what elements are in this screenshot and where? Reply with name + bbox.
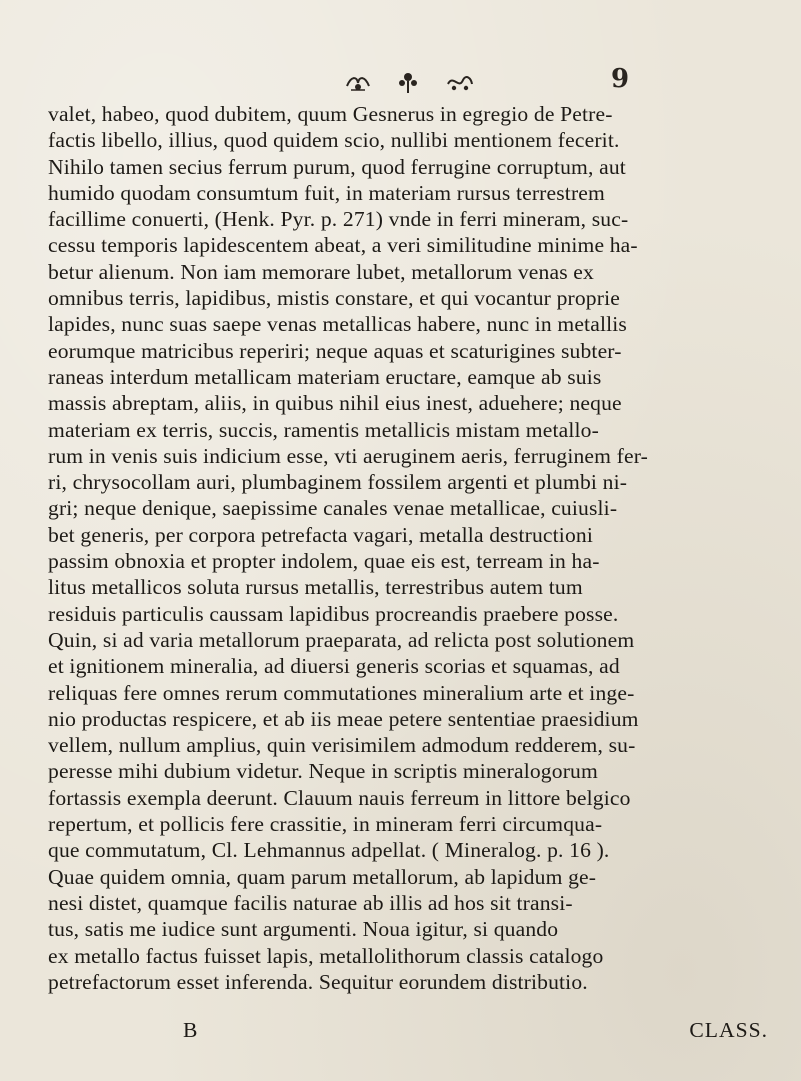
header-ornament	[310, 66, 510, 100]
text-line: valet, habeo, quod dubitem, quum Gesnerus in egregio de Petre-	[48, 102, 613, 126]
text-line: humido quodam consumtum fuit, in materiam rursus terrestrem	[48, 180, 605, 205]
text-line: vellem, nullum amplius, quin verisimilem admodum redderem, su-	[48, 733, 636, 758]
text-line: fortassis exempla deerunt. Clauum nauis ferreum in littore belgico	[48, 785, 631, 810]
text-line: eorumque matricibus reperiri; neque aquas et scaturigines subter-	[48, 338, 622, 363]
text-line: betur alienum. Non iam memorare lubet, metallorum venas ex	[48, 259, 594, 284]
text-line: ri, chrysocollam auri, plumbaginem fossilem argenti et plumbi ni-	[48, 470, 628, 495]
text-line: gri; neque denique, saepissime canales venae metallicae, cuiusli-	[48, 496, 618, 521]
text-line: residuis particulis caussam lapidibus procreandis praebere posse.	[48, 601, 619, 626]
text-line: nio productas respicere, et ab iis meae petere sententiae praesidium	[48, 706, 639, 731]
text-line: raneas interdum metallicam materiam eructare, eamque ab suis	[48, 364, 602, 389]
floral-ornament-icon	[345, 72, 371, 94]
text-line: petrefactorum esset inferenda. Sequitur eorundem distributio.	[48, 969, 588, 994]
text-line: tus, satis me iudice sunt argumenti. Noua igitur, si quando	[48, 917, 559, 942]
text-line: nesi distet, quamque facilis naturae ab illis ad hos sit transi-	[48, 890, 573, 915]
text-line: factis libello, illius, quod quidem scio, nullibi mentionem fecerit.	[48, 128, 620, 153]
text-line: massis abreptam, aliis, in quibus nihil eius inest, aduehere; neque	[48, 391, 622, 416]
text-line: facillime conuerti, (Henk. Pyr. p. 271) vnde in ferri mineram, suc-	[48, 207, 629, 232]
text-line: Quin, si ad varia metallorum praeparata, ad relicta post solutionem	[48, 627, 635, 652]
text-line: Quae quidem omnia, quam parum metallorum, ab lapidum ge-	[48, 864, 597, 889]
text-line: bet generis, per corpora petrefacta vagari, metalla destructioni	[48, 522, 593, 547]
text-line: lapides, nunc suas saepe venas metallicas habere, nunc in metallis	[48, 312, 627, 337]
signature-letter: B	[183, 1018, 198, 1042]
text-line: cessu temporis lapidescentem abeat, a veri similitudine minime ha-	[48, 233, 638, 258]
text-line: passim obnoxia et propter indolem, quae eis est, terream in ha-	[48, 549, 600, 574]
text-line: reliquas fere omnes rerum commutationes mineralium arte et inge-	[48, 680, 635, 705]
text-line: Nihilo tamen secius ferrum purum, quod ferrugine corruptum, aut	[48, 154, 626, 179]
page-footer	[48, 1018, 768, 1046]
text-line: omnibus terris, lapidibus, mistis constare, et qui vocantur proprie	[48, 286, 620, 311]
text-line: litus metallicos soluta rursus metallis, terrestribus autem tum	[48, 575, 583, 600]
body-text	[48, 101, 768, 995]
text-line: que commutatum, Cl. Lehmannus adpellat. ( Mineralog. p. 16 ).	[48, 838, 610, 863]
text-line: rum in venis suis indicium esse, vti aeruginem aeris, ferruginem fer-	[48, 443, 648, 468]
floral-ornament-icon	[397, 71, 419, 95]
text-line: et ignitionem mineralia, ad diuersi generis scorias et squamas, ad	[48, 654, 620, 679]
page-number: 9	[611, 64, 630, 94]
text-line: repertum, et pollicis fere crassitie, in mineram ferri circumqua-	[48, 812, 603, 837]
text-line: materiam ex terris, succis, ramentis metallicis mistam metallo-	[48, 417, 599, 442]
text-line: peresse mihi dubium videtur. Neque in scriptis mineralogorum	[48, 759, 598, 784]
catchword: CLASS.	[689, 1018, 768, 1042]
text-line: ex metallo factus fuisset lapis, metallolithorum classis catalogo	[48, 943, 604, 968]
floral-ornament-icon	[445, 72, 475, 94]
